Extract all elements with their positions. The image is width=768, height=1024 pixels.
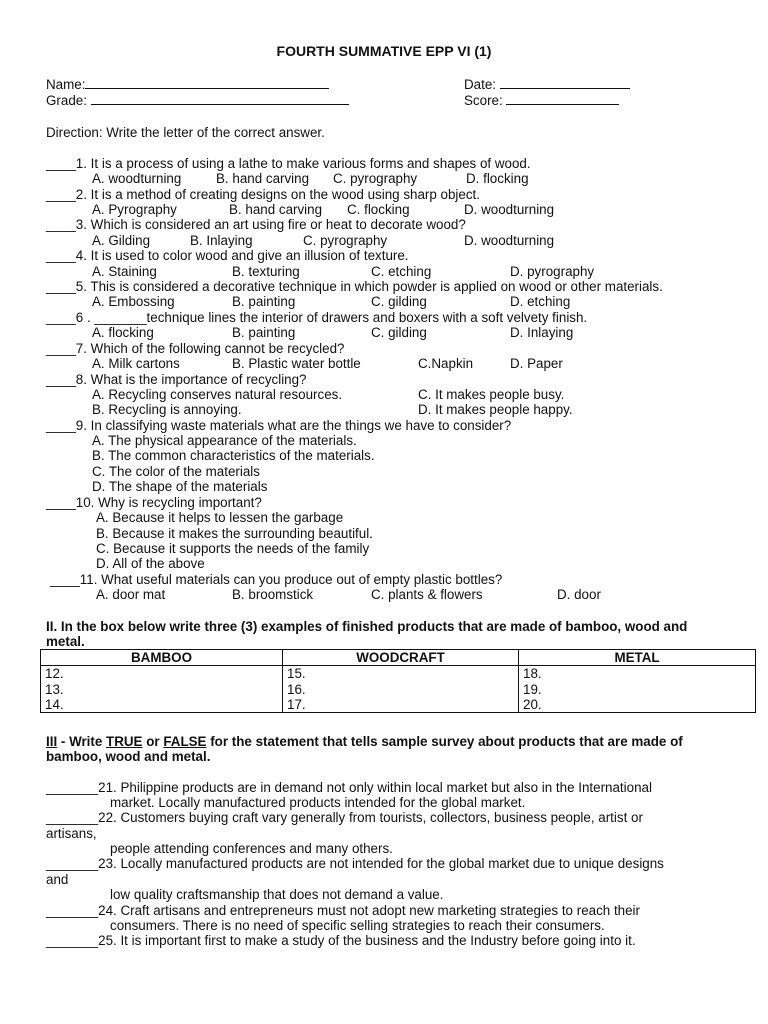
- q1-option-b: B. hand carving: [216, 171, 310, 186]
- true-word: TRUE: [106, 734, 143, 749]
- column-header-bamboo: BAMBOO: [41, 650, 283, 666]
- q6-option-a: A. flocking: [92, 325, 154, 340]
- name-label: Name:: [46, 77, 86, 92]
- question-6: ____6 . _______technique lines the interior of drawers and boxers with a soft velvety finish.: [46, 310, 588, 325]
- date-label: Date:: [464, 77, 500, 92]
- score-field: [464, 92, 619, 108]
- answer-19: 19.: [523, 681, 542, 697]
- question-5: ____5. This is considered a decorative technique in which powder is applied on wood or other materials.: [46, 279, 663, 294]
- date-field: [464, 76, 630, 92]
- q10-option-c: C. Because it supports the needs of the family: [96, 541, 370, 556]
- statement-22: _______22. Customers buying craft vary generally from tourists, collectors, business people, artist or: [46, 810, 643, 825]
- q7-option-d: D. Paper: [510, 356, 563, 371]
- statement-24-cont: consumers. There is no need of specific selling strategies to reach their consumers.: [110, 918, 605, 933]
- q2-option-d: D. woodturning: [464, 202, 555, 217]
- q10-option-d: D. All of the above: [96, 556, 205, 571]
- q2-option-a: A. Pyrography: [92, 202, 177, 217]
- statement-25: _______25. It is important first to make a study of the business and the Industry before going into it.: [46, 933, 636, 948]
- q10-option-a: A. Because it helps to lessen the garbage: [96, 510, 344, 525]
- answer-18: 18.: [523, 666, 542, 682]
- q11-option-d: D. door: [557, 587, 601, 602]
- score-blank[interactable]: [506, 92, 619, 105]
- products-table: [40, 649, 756, 713]
- q5-option-d: D. etching: [510, 294, 571, 309]
- section-3-numeral: III: [46, 734, 58, 749]
- metal-answers-cell[interactable]: [519, 666, 756, 713]
- question-2: ____2. It is a method of creating designs on the wood using sharp object.: [46, 187, 480, 202]
- question-3: ____3. Which is considered an art using fire or heat to decorate wood?: [46, 217, 466, 232]
- q8-option-d: D. It makes people happy.: [418, 402, 573, 417]
- statement-21: _______21. Philippine products are in demand not only within local market but also in the International: [46, 780, 652, 795]
- q2-option-c: C. flocking: [347, 202, 410, 217]
- question-7: ____7. Which of the following cannot be recycled?: [46, 341, 345, 356]
- statement-22-cont: people attending conferences and many others.: [110, 841, 393, 856]
- q1-option-a: A. woodturning: [92, 171, 182, 186]
- q11-option-c: C. plants & flowers: [371, 587, 483, 602]
- question-11: ____11. What useful materials can you produce out of empty plastic bottles?: [50, 572, 503, 587]
- answer-17: 17.: [287, 696, 306, 712]
- q4-option-d: D. pyrography: [510, 264, 595, 279]
- question-1: ____1. It is a process of using a lathe to make various forms and shapes of wood.: [46, 156, 531, 171]
- grade-field: [46, 92, 349, 108]
- section-3-heading: III - Write TRUE or FALSE for the statement that tells sample survey about products that are made of bamboo, wood and metal.: [46, 734, 683, 765]
- table-row: [41, 666, 756, 713]
- q9-option-d: D. The shape of the materials: [92, 479, 268, 494]
- statement-24: _______24. Craft artisans and entrepreneurs must not adopt new marketing strategies to reach their: [46, 903, 640, 918]
- q9-option-c: C. The color of the materials: [92, 464, 260, 479]
- q3-option-a: A. Gilding: [92, 233, 151, 248]
- question-4: ____4. It is used to color wood and give an illusion of texture.: [46, 248, 409, 263]
- q2-option-b: B. hand carving: [229, 202, 323, 217]
- q4-option-a: A. Staining: [92, 264, 157, 279]
- q11-option-a: A. door mat: [96, 587, 166, 602]
- q1-option-d: D. flocking: [466, 171, 529, 186]
- q3-option-b: B. Inlaying: [190, 233, 253, 248]
- q6-option-c: C. gilding: [371, 325, 427, 340]
- answer-15: 15.: [287, 666, 306, 682]
- column-header-metal: METAL: [519, 650, 756, 666]
- statement-23-wrap: and: [46, 872, 69, 887]
- statement-23: _______23. Locally manufactured products are not intended for the global market due to unique designs: [46, 856, 664, 871]
- name-field: [46, 76, 329, 92]
- q9-option-b: B. The common characteristics of the materials.: [92, 448, 375, 463]
- q10-option-b: B. Because it makes the surrounding beautiful.: [96, 526, 373, 541]
- false-word: FALSE: [163, 734, 207, 749]
- column-header-woodcraft: WOODCRAFT: [283, 650, 519, 666]
- grade-label: Grade:: [46, 93, 91, 108]
- date-blank[interactable]: [500, 76, 630, 89]
- q5-option-a: A. Embossing: [92, 294, 175, 309]
- section-2-heading: II. In the box below write three (3) examples of finished products that are made of bamboo, wood and metal.: [46, 619, 688, 650]
- q9-option-a: A. The physical appearance of the materials.: [92, 433, 357, 448]
- answer-14: 14.: [45, 696, 64, 712]
- answer-20: 20.: [523, 696, 542, 712]
- statement-21-cont: market. Locally manufactured products intended for the global market.: [110, 795, 526, 810]
- q6-option-b: B. painting: [232, 325, 296, 340]
- table-header-row: [41, 650, 756, 666]
- q3-option-d: D. woodturning: [464, 233, 555, 248]
- q8-option-a: A. Recycling conserves natural resources.: [92, 387, 343, 402]
- name-blank[interactable]: [85, 76, 329, 89]
- answer-12: 12.: [45, 666, 64, 682]
- page-title: FOURTH SUMMATIVE EPP VI (1): [276, 43, 492, 59]
- statement-22-wrap: artisans,: [46, 826, 97, 841]
- bamboo-answers-cell[interactable]: [41, 666, 283, 713]
- q5-option-b: B. painting: [232, 294, 296, 309]
- question-8: ____8. What is the importance of recycling?: [46, 372, 307, 387]
- q6-option-d: D. Inlaying: [510, 325, 574, 340]
- grade-blank[interactable]: [91, 92, 349, 105]
- q11-option-b: B. broomstick: [232, 587, 314, 602]
- score-label: Score:: [464, 93, 507, 108]
- question-9: ____9. In classifying waste materials what are the things we have to consider?: [46, 418, 512, 433]
- q3-option-c: C. pyrography: [303, 233, 388, 248]
- question-10: ____10. Why is recycling important?: [46, 495, 262, 510]
- answer-16: 16.: [287, 681, 306, 697]
- q8-option-c: C. It makes people busy.: [418, 387, 565, 402]
- answer-13: 13.: [45, 681, 64, 697]
- statement-23-cont: low quality craftsmanship that does not demand a value.: [110, 887, 444, 902]
- q7-option-c: C.Napkin: [418, 356, 474, 371]
- q7-option-b: B. Plastic water bottle: [232, 356, 361, 371]
- q5-option-c: C. gilding: [371, 294, 427, 309]
- woodcraft-answers-cell[interactable]: [283, 666, 519, 713]
- direction-text: Direction: Write the letter of the correct answer.: [46, 125, 325, 140]
- q1-option-c: C. pyrography: [333, 171, 418, 186]
- q8-option-b: B. Recycling is annoying.: [92, 402, 242, 417]
- q7-option-a: A. Milk cartons: [92, 356, 180, 371]
- q4-option-c: C. etching: [371, 264, 432, 279]
- q4-option-b: B. texturing: [232, 264, 300, 279]
